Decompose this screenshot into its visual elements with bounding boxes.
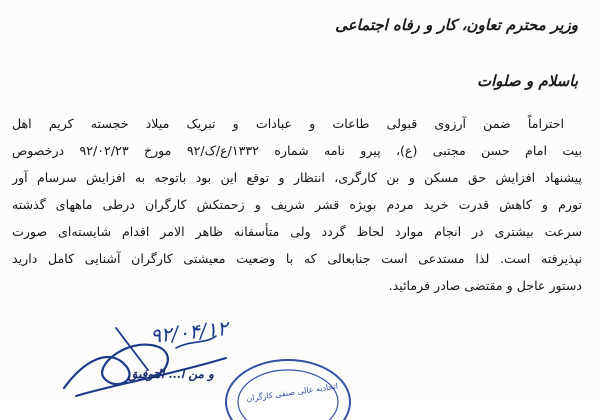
body-line: دستور عاجل و مقتضی صادر فرمائید. [388, 278, 582, 293]
body-line: پیشنهاد افزایش حق مسکن و بن کارگری، انتظار و توقع این بود باتوجه به افزایش سرسام آور [12, 170, 582, 185]
body-line: سرعت بیشتری در انجام موارد لحاظ گردد ولی متأسفانه ظاهر الامر اقدام شایسته‌ای صورت [12, 224, 582, 239]
stamp-label: اتحادیه عالی صنفی کارگران [245, 381, 339, 404]
body-line: بیت امام حسن مجتبی (ع)، پیرو نامه شماره ۱۳۳۲/ع/ک/۹۲ مورخ ۹۲/۰۲/۲۳ درخصوص [12, 143, 582, 158]
body-line: احتراماً ضمن آرزوی قبولی طاعات و عبادات و تبریک میلاد خجسته کریم اهل [12, 116, 564, 131]
body-line: تورم و کاهش قدرت خرید مردم بویژه قشر شریف و زحمتکش کارگران درطی ماههای گذشته [12, 197, 582, 212]
closing-phrase: و من ا... التوفیق [128, 367, 214, 381]
greeting-line: باسلام و صلوات [477, 72, 578, 90]
addressee-salutation: وزیر محترم تعاون، کار و رفاه اجتماعی [335, 16, 578, 34]
body-line: نپذیرفته است. لذا مستدعی است جنابعالی که با وضعیت معیشتی کارگران آشنایی کامل دارید [12, 251, 582, 266]
signature-icon [56, 315, 236, 400]
stamp-icon [218, 340, 358, 420]
handwritten-date: ۹۲/۰۴/۱۲ [148, 315, 229, 349]
letter-body [12, 110, 582, 299]
